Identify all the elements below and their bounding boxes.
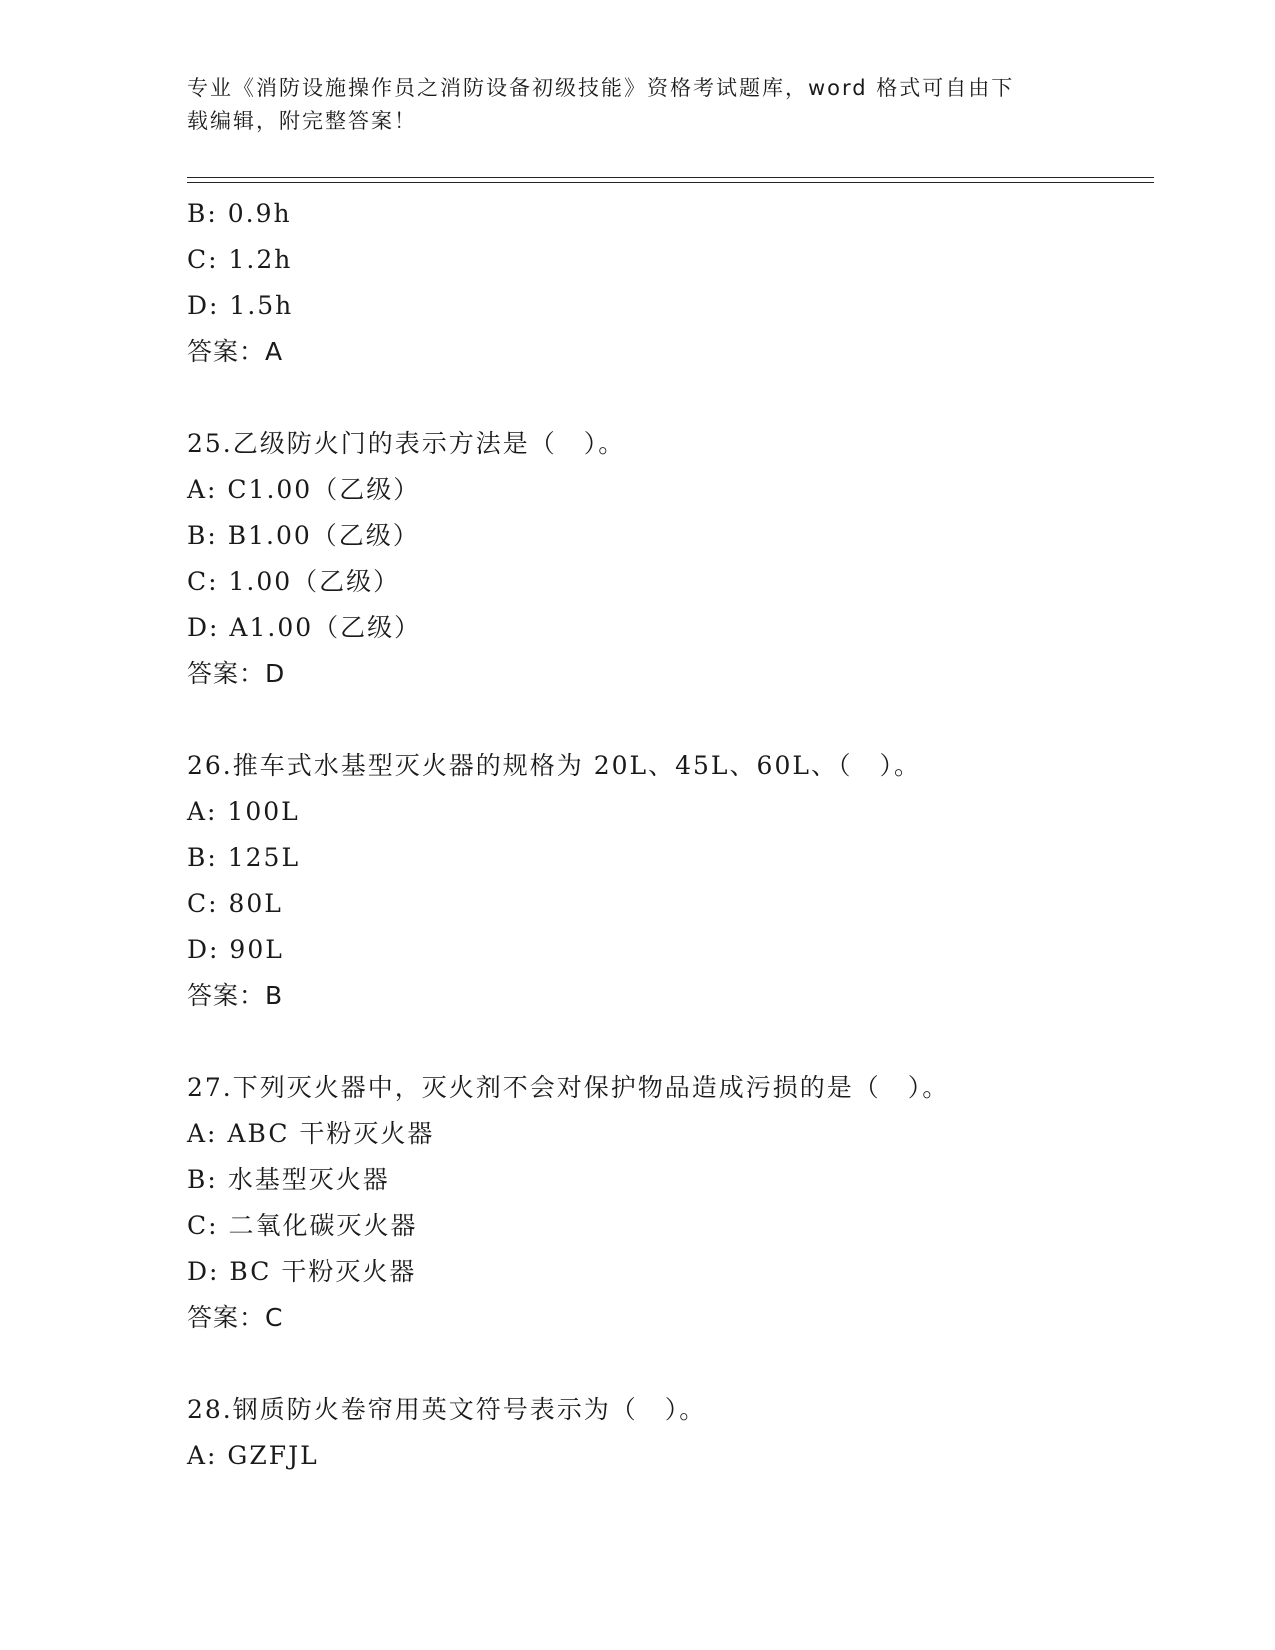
option-a: A: GZFJL xyxy=(187,1441,319,1470)
header-divider-top xyxy=(187,177,1154,178)
option-a: A: 100L xyxy=(187,797,300,826)
header-line-2: 载编辑，附完整答案！ xyxy=(187,109,417,133)
question-stem: 28.钢质防火卷帘用英文符号表示为（ ）。 xyxy=(187,1395,707,1424)
option-d: D: A1.00（乙级） xyxy=(187,613,422,642)
option-a: A: C1.00（乙级） xyxy=(187,475,421,504)
answer-line: 答案：A xyxy=(187,337,284,366)
spacer xyxy=(187,1019,1147,1065)
question-stem: 25.乙级防火门的表示方法是（ ）。 xyxy=(187,429,626,458)
question-stem: 27.下列灭火器中，灭火剂不会对保护物品造成污损的是（ ）。 xyxy=(187,1073,950,1102)
option-d: D: BC 干粉灭火器 xyxy=(187,1257,417,1286)
option-b: B: 0.9h xyxy=(187,199,292,228)
option-b: B: 125L xyxy=(187,843,301,872)
question-list xyxy=(187,191,1147,1479)
option-b: B: 水基型灭火器 xyxy=(187,1165,390,1194)
spacer xyxy=(187,697,1147,743)
spacer xyxy=(187,375,1147,421)
option-c: C: 二氧化碳灭火器 xyxy=(187,1211,418,1240)
answer-line: 答案：B xyxy=(187,981,284,1010)
option-d: D: 1.5h xyxy=(187,291,294,320)
header-line-1: 专业《消防设施操作员之消防设备初级技能》资格考试题库，word 格式可自由下 xyxy=(187,76,1015,100)
option-a: A: ABC 干粉灭火器 xyxy=(187,1119,435,1148)
option-c: C: 1.2h xyxy=(187,245,293,274)
question-stem: 26.推车式水基型灭火器的规格为 20L、45L、60L、（ ）。 xyxy=(187,751,921,780)
option-c: C: 80L xyxy=(187,889,283,918)
spacer xyxy=(187,1341,1147,1387)
page-header xyxy=(187,72,1087,138)
option-d: D: 90L xyxy=(187,935,284,964)
option-b: B: B1.00（乙级） xyxy=(187,521,420,550)
option-c: C: 1.00（乙级） xyxy=(187,567,401,596)
answer-line: 答案：D xyxy=(187,659,286,688)
answer-line: 答案：C xyxy=(187,1303,284,1332)
header-divider-bottom xyxy=(187,182,1154,183)
